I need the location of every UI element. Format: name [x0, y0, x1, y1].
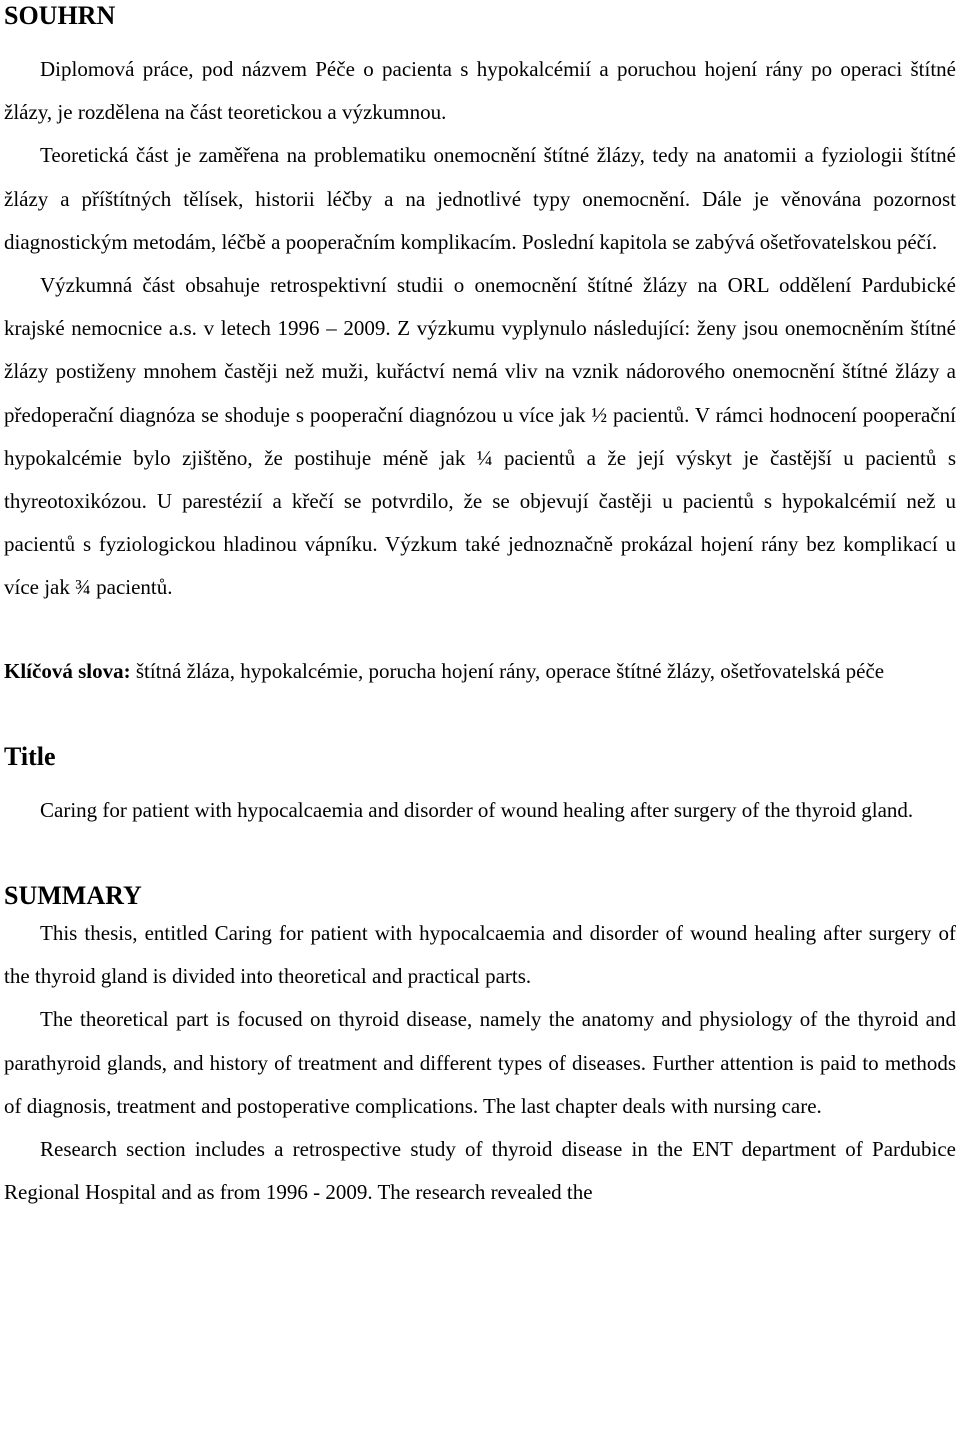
- souhrn-paragraph-3: Výzkumná část obsahuje retrospektivní studii o onemocnění štítné žlázy na ORL oddělení Pardubické krajské nemocnice a.s. v letech 1996 – 2009. Z výzkumu vyplynulo následující: ženy jsou onemocněním štítné žlázy postiženy mnohem častěji než muži, kuřáctví nemá vliv na vznik nádorového onemocnění štítné žlázy a předoperační diagnóza se shoduje s pooperační diagnózou u více jak ½ pacientů. V rámci hodnocení pooperační hypokalcémie bylo zjištěno, že postihuje méně jak ¼ pacientů a že její výskyt je častější u pacientů s thyreotoxikózou. U parestézií a křečí se potvrdilo, že se objevují častěji u pacientů s hypokalcémií než u pacientů s fyziologickou hladinou vápníku. Výzkum také jednoznačně prokázal hojení rány bez komplikací u více jak ¾ pacientů.: [4, 273, 956, 600]
- spacer: [4, 32, 956, 48]
- summary-paragraph-2: The theoretical part is focused on thyroid disease, namely the anatomy and physiology of the thyroid and parathyroid glands, and history of treatment and different types of diseases. Further attention is paid to methods of diagnosis, treatment and postoperative complications. The last chapter deals with nursing care.: [4, 1007, 956, 1118]
- title-text: Caring for patient with hypocalcaemia and disorder of wound healing after surgery of the thyroid gland.: [40, 797, 914, 822]
- souhrn-heading: SOUHRN: [4, 1, 116, 30]
- keywords-paragraph: [4, 650, 956, 693]
- summary-heading: SUMMARY: [4, 881, 142, 911]
- summary-paragraph-1: This thesis, entitled Caring for patient with hypocalcaemia and disorder of wound healing after surgery of the thyroid gland is divided into theoretical and practical parts.: [4, 921, 956, 989]
- souhrn-paragraph-1: Diplomová práce, pod názvem Péče o pacienta s hypokalcémií a poruchou hojení rány po operaci štítné žlázy, je rozdělena na část teoretickou a výzkumnou.: [4, 57, 956, 125]
- souhrn-paragraph-2: Teoretická část je zaměřena na problematiku onemocnění štítné žlázy, tedy na anatomii a fyziologii štítné žlázy a příštítných tělísek, historii léčby a na jednotlivé typy onemocnění. Dále je věnována pozornost diagnostickým metodám, léčbě a pooperačním komplikacím. Poslední kapitola se zabývá ošetřovatelskou péčí.: [4, 143, 956, 254]
- summary-paragraph-3: Research section includes a retrospective study of thyroid disease in the ENT department of Pardubice Regional Hospital and as from 1996 - 2009. The research revealed the: [4, 1137, 956, 1205]
- spacer: [4, 610, 956, 650]
- spacer: [4, 832, 956, 880]
- title-heading: Title: [4, 741, 56, 771]
- keywords-label: Klíčová slova:: [4, 658, 131, 683]
- spacer: [4, 693, 956, 741]
- keywords-text: štítná žláza, hypokalcémie, porucha hojení rány, operace štítné žlázy, ošetřovatelská péče: [130, 658, 885, 683]
- spacer: [4, 773, 956, 789]
- document-page: [4, 0, 956, 1214]
